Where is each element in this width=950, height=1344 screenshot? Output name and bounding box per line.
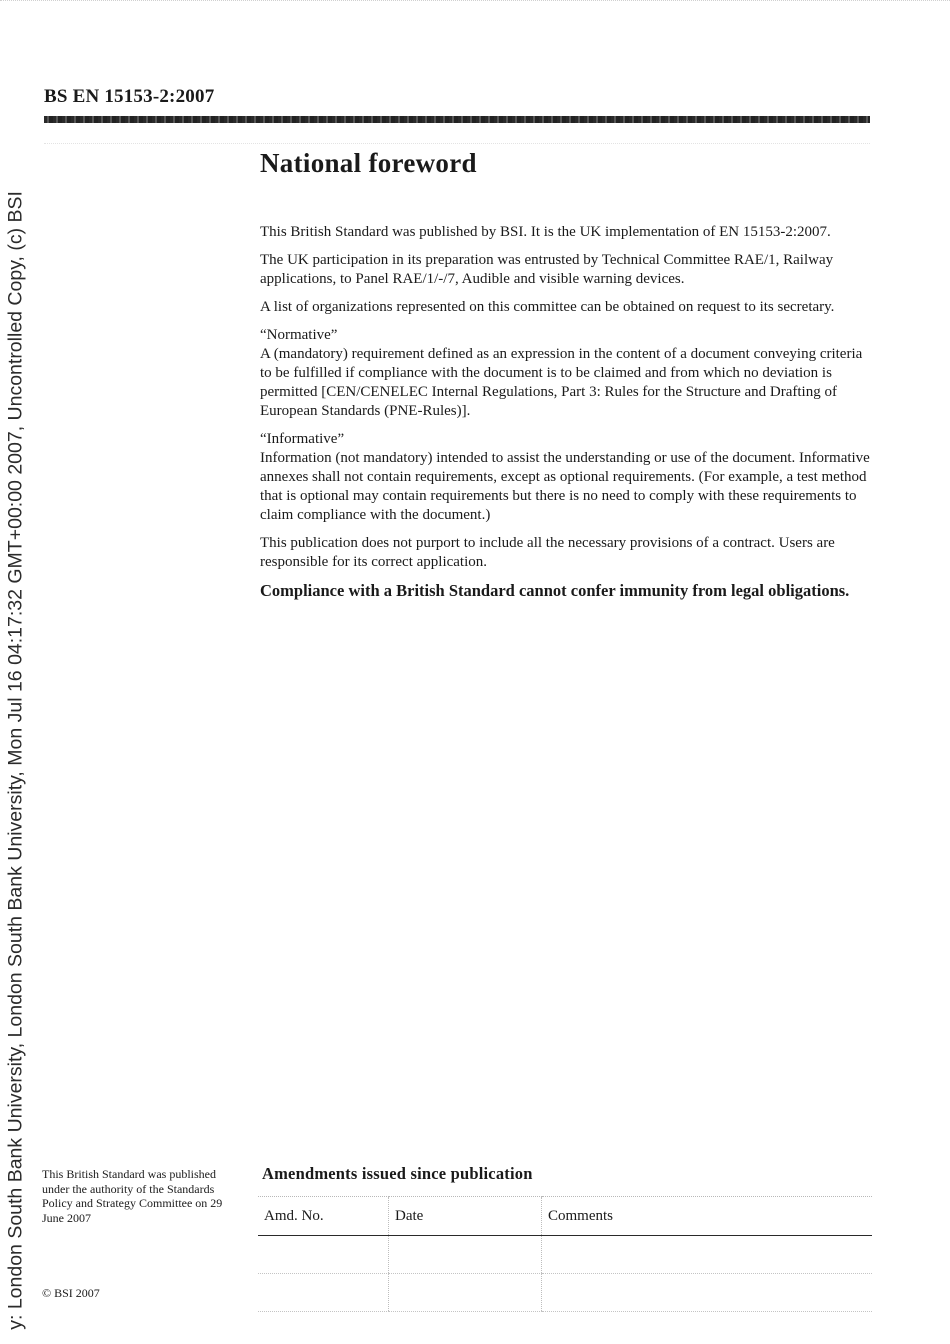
compliance-note: Compliance with a British Standard cannot confer immunity from legal obligations.: [260, 581, 850, 600]
watermark-text: y: London South Bank University, London South Bank University, Mon Jul 16 04:17:32 GMT+00:00 2007, Uncontrolled Copy, (c) BSI: [4, 191, 27, 1330]
copyright: © BSI 2007: [42, 1286, 100, 1300]
table-cell: [542, 1274, 873, 1312]
watermark-strip: [0, 0, 32, 1344]
normative-block: [260, 326, 872, 421]
column-header-date: Date: [389, 1197, 542, 1236]
table-row: [258, 1274, 872, 1312]
scan-top-edge: [0, 0, 950, 9]
main-content: [260, 148, 872, 600]
publication-note: This British Standard was published under the authority of the Standards Policy and Strategy Committee on 29 June 2007: [42, 1167, 223, 1225]
document-id: BS EN 15153-2:2007: [44, 86, 215, 107]
header-rule-thin: [44, 143, 870, 145]
paragraph-organizations: A list of organizations represented on this committee can be obtained on request to its secretary.: [260, 299, 835, 315]
informative-definition: Information (not mandatory) intended to assist the understanding or use of the document. Informative annexes shall not contain requirements, except as optional requirements. (For example, a test method that is optional may contain requirements but there is no need to comply with these requirements to claim compliance with the document.): [260, 450, 870, 523]
normative-definition: A (mandatory) requirement defined as an expression in the content of a document conveying criteria to be fulfilled if compliance with the document is to be claimed and from which no deviation is permitted [CEN/CENELEC Internal Regulations, Part 3: Rules for the Structure and Drafting of European Standards (PNE-Rules)].: [260, 346, 863, 419]
paragraph-participation: The UK participation in its preparation was entrusted by Technical Committee RAE/1, Railway applications, to Panel RAE/1/-/7, Audible and visible warning devices.: [260, 252, 834, 287]
informative-block: [260, 430, 872, 525]
table-cell: [258, 1236, 389, 1274]
paragraph-contract: This publication does not purport to include all the necessary provisions of a contract. Users are responsible for its correct application.: [260, 535, 835, 570]
amendments-title: Amendments issued since publication: [262, 1164, 533, 1183]
header-rule: [44, 116, 870, 123]
page-title: National foreword: [260, 148, 477, 178]
table-cell: [389, 1236, 542, 1274]
column-header-comments: Comments: [542, 1197, 873, 1236]
informative-term: “Informative”: [260, 431, 345, 447]
paragraph-implementation: This British Standard was published by BSI. It is the UK implementation of EN 15153-2:2007.: [260, 224, 831, 240]
column-header-amd-no: Amd. No.: [258, 1197, 389, 1236]
table-cell: [389, 1274, 542, 1312]
amendments-header-row: [258, 1197, 872, 1236]
table-row: [258, 1236, 872, 1274]
table-cell: [258, 1274, 389, 1312]
table-cell: [542, 1236, 873, 1274]
normative-term: “Normative”: [260, 327, 338, 343]
amendments-table: [258, 1196, 872, 1312]
